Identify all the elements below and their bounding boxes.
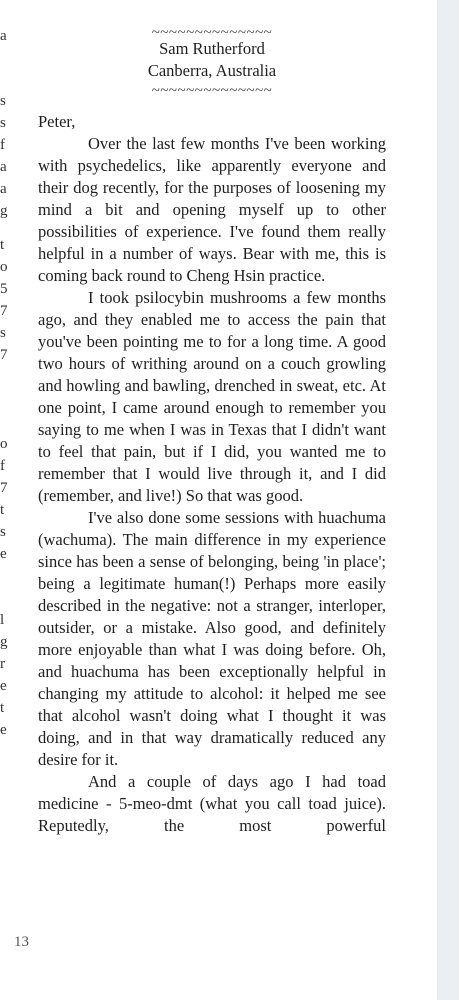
- edge-glyph: a: [0, 28, 7, 44]
- letter-header: [38, 26, 386, 96]
- edge-glyph: o: [0, 436, 8, 452]
- edge-glyph: 7: [0, 347, 8, 363]
- edge-glyph: r: [0, 656, 5, 672]
- edge-glyph: t: [0, 700, 5, 716]
- header-ornament-bottom: ~~~~~~~~~~~~~~: [151, 84, 273, 96]
- paragraph: I took psilocybin mushrooms a few months ago, and they enabled me to access the pain that you've been pointing me to for a long time. A good two hours of writhing around on a couch growling and howling and bawling, drenched in sweat, etc. At one point, I came around enough to remember you saying to me when I was in Texas that I didn't want to feel that pain, but if I did, you wanted me to remember that I would live through it, and I did (remember, and live!) So that was good.: [38, 288, 386, 505]
- edge-glyph: s: [0, 93, 6, 109]
- edge-glyph: e: [0, 546, 7, 562]
- edge-glyph: s: [0, 115, 6, 131]
- edge-glyph: a: [0, 181, 7, 197]
- edge-glyph: f: [0, 458, 5, 474]
- edge-glyph: 7: [0, 303, 8, 319]
- edge-glyph: a: [0, 159, 7, 175]
- edge-glyph: s: [0, 325, 6, 341]
- edge-glyph: o: [0, 259, 8, 275]
- edge-glyph: g: [0, 634, 8, 650]
- sender-name: Sam Rutherford: [159, 39, 265, 58]
- edge-glyph: s: [0, 524, 6, 540]
- paragraph: Over the last few months I've been working with psychedelics, like apparently everyone and their dog recently, for the purposes of loosening my mind a bit and opening myself up to other possibilities of experience. I've found them really helpful in a number of ways. Bear with me, this is coming back round to Cheng Hsin practice.: [38, 134, 386, 285]
- side-panel: [437, 0, 459, 1000]
- paragraph: And a couple of days ago I had toad medicine - 5-meo-dmt (what you call toad juice). Reputedly, the most powerful: [38, 772, 386, 835]
- page-number: 13: [14, 934, 29, 950]
- edge-glyph: t: [0, 237, 5, 253]
- edge-glyph: l: [0, 612, 5, 628]
- edge-glyph: 5: [0, 281, 8, 297]
- salutation: Peter,: [38, 112, 76, 131]
- letter-body: [38, 111, 386, 837]
- edge-glyph: t: [0, 502, 5, 518]
- edge-glyph: e: [0, 678, 7, 694]
- header-ornament-top: ~~~~~~~~~~~~~~: [151, 26, 273, 38]
- sender-location: Canberra, Australia: [147, 61, 277, 80]
- edge-glyph: g: [0, 203, 8, 219]
- edge-glyph: f: [0, 137, 5, 153]
- previous-page-edge: [0, 0, 12, 1000]
- edge-glyph: e: [0, 722, 7, 738]
- paragraph: I've also done some sessions with huachuma (wachuma). The main difference in my experience since has been a sense of belonging, being 'in place'; being a legitimate human(!) Perhaps more easily described in the negative: not a stranger, interloper, outsider, or a mistake. Also good, and definitely more enjoyable than what I was doing before. Oh, and huachuma has been exceptionally helpful in changing my attitude to alcohol: it helped me see that alcohol wasn't doing what I thought it was doing, and in that way dramatically reduced any desire for it.: [38, 508, 386, 769]
- edge-glyph: 7: [0, 480, 8, 496]
